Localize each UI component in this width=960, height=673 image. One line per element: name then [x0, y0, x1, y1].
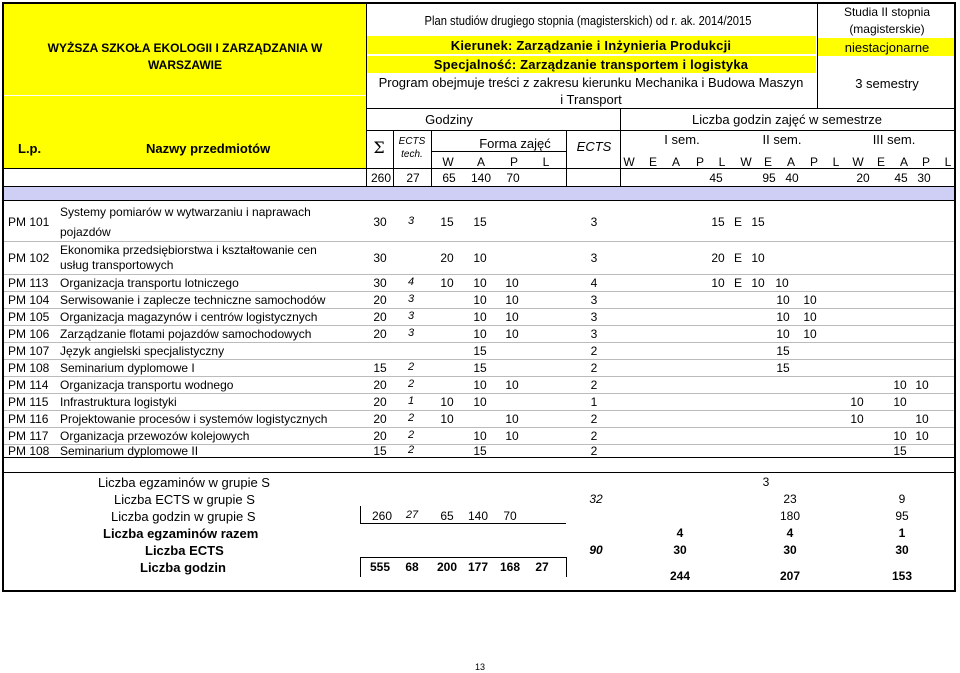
cell-sum: 20	[373, 378, 387, 392]
total-s3-W: 20	[856, 171, 870, 185]
cell-s3P: 10	[893, 378, 907, 392]
semester-form-label: W	[740, 155, 752, 169]
semester-form-label: L	[944, 155, 952, 169]
total-s2-A: 40	[785, 171, 799, 185]
lp-header: L.p.	[18, 141, 42, 156]
cell-ects: 2	[590, 344, 598, 358]
grid-line	[360, 557, 566, 558]
cell-sum: 20	[373, 412, 387, 426]
cell-ects: 2	[590, 378, 598, 392]
subject-code: PM 108	[8, 361, 50, 375]
summary-hours-total-A: 177	[467, 560, 489, 574]
grid-line	[431, 130, 432, 186]
grid-line	[366, 108, 954, 109]
semester-form-label: W	[623, 155, 635, 169]
total-s2-W: 95	[762, 171, 776, 185]
cell-A: 15	[473, 344, 487, 358]
cell-ects: 3	[590, 251, 598, 265]
ects-header: ECTS	[576, 139, 612, 154]
cell-P: 10	[505, 378, 519, 392]
semester-form-label: P	[695, 155, 704, 169]
summary-hours-s-sum: 260	[371, 509, 393, 523]
cell-W: 10	[440, 276, 454, 290]
cell-s2A: 10	[776, 327, 790, 341]
grid-line	[620, 108, 621, 186]
ects-tech-header-2: tech.	[401, 149, 423, 160]
row-divider	[4, 393, 954, 394]
cell-s2P: 10	[803, 327, 817, 341]
subject-name: Organizacja magazynów i centrów logistycznych	[60, 310, 318, 324]
row-divider	[4, 359, 954, 360]
cell-s1E: E	[733, 251, 742, 265]
semesters-count: 3 semestry	[855, 76, 919, 91]
specjalnosc-label: Specjalność: Zarządzanie transportem i logistyka	[433, 57, 749, 72]
total-A: 140	[470, 171, 492, 185]
summary-exams-total-s3: 1	[898, 526, 906, 540]
summary-hours-total-s1: 244	[669, 569, 691, 583]
cell-s1W: 10	[711, 276, 725, 290]
sem1-header: I sem.	[664, 132, 700, 147]
subject-name: Język angielski specjalistyczny	[60, 344, 225, 358]
summary-ects-total-label: Liczba ECTS	[145, 543, 224, 558]
cell-ects: 3	[590, 293, 598, 307]
subject-name: Seminarium dyplomowe II	[60, 444, 199, 458]
row-divider	[4, 376, 954, 377]
cell-A: 10	[473, 293, 487, 307]
cell-A: 10	[473, 378, 487, 392]
cell-ects: 3	[590, 327, 598, 341]
total-s3-L: 30	[917, 171, 931, 185]
plan-title: Plan studiów drugiego stopnia (magisterskich) od r. ak. 2014/2015	[424, 13, 752, 28]
summary-ects-total-s3: 30	[895, 543, 909, 557]
cell-tech: 4	[407, 276, 415, 288]
cell-s2A: 15	[776, 344, 790, 358]
summary-hours-total-s2: 207	[779, 569, 801, 583]
summary-ects-total-s1: 30	[673, 543, 687, 557]
cell-P: 10	[505, 327, 519, 341]
studia-line1: Studia II stopnia	[843, 5, 931, 19]
cell-ects: 2	[590, 429, 598, 443]
subject-name-cont: pojazdów	[60, 225, 111, 239]
summary-hours-s-tech: 27	[405, 509, 419, 521]
subject-name: Organizacja transportu lotniczego	[60, 276, 239, 290]
cell-s3W: 10	[850, 412, 864, 426]
semester-form-label: P	[921, 155, 930, 169]
cell-P: 10	[505, 429, 519, 443]
cell-tech: 3	[407, 293, 415, 305]
summary-ects-total-s2: 30	[783, 543, 797, 557]
cell-sum: 30	[373, 276, 387, 290]
total-W: 65	[442, 171, 456, 185]
summary-hours-s-P: 70	[503, 509, 517, 523]
summary-hours-s-s3: 95	[895, 509, 909, 523]
cell-ects: 2	[590, 444, 598, 458]
row-divider	[4, 427, 954, 428]
semester-form-label: E	[763, 155, 772, 169]
cell-s2P: 10	[803, 310, 817, 324]
program-line2: i Transport	[560, 92, 622, 107]
subject-code: PM 104	[8, 293, 50, 307]
row-divider	[4, 308, 954, 309]
subject-name: Zarządzanie flotami pojazdów samochodowych	[60, 327, 312, 341]
grid-line	[360, 557, 361, 577]
cell-tech: 3	[407, 215, 415, 227]
summary-hours-s-A: 140	[467, 509, 489, 523]
cell-P: 10	[505, 310, 519, 324]
subject-code: PM 106	[8, 327, 50, 341]
cell-A: 10	[473, 395, 487, 409]
cell-ects: 2	[590, 412, 598, 426]
study-mode: niestacjonarne	[844, 40, 930, 55]
cell-sum: 15	[373, 361, 387, 375]
cell-s1W: 20	[711, 251, 725, 265]
grid-line	[4, 168, 954, 169]
form-A: A	[476, 155, 485, 169]
summary-exams-total-s1: 4	[676, 526, 684, 540]
grid-line	[4, 457, 954, 458]
studia-line2: (magisterskie)	[849, 22, 925, 36]
cell-tech: 3	[407, 327, 415, 339]
subject-code: PM 117	[8, 429, 49, 443]
subject-name: Seminarium dyplomowe I	[60, 361, 195, 375]
school-name-line2: WARSZAWIE	[148, 58, 222, 72]
summary-exams-total-s2: 4	[786, 526, 794, 540]
cell-sum: 20	[373, 293, 387, 307]
summary-exams-s-label: Liczba egzaminów w grupie S	[98, 475, 270, 490]
summary-hours-s-label: Liczba godzin w grupie S	[111, 509, 256, 524]
cell-tech: 2	[407, 412, 415, 424]
cell-sum: 20	[373, 429, 387, 443]
cell-W: 10	[440, 395, 454, 409]
cell-ects: 1	[590, 395, 598, 409]
row-divider	[4, 291, 954, 292]
semester-form-label: A	[899, 155, 908, 169]
row-divider	[4, 325, 954, 326]
grid-line	[431, 151, 566, 152]
semester-form-label: E	[876, 155, 885, 169]
cell-s1E: E	[733, 276, 742, 290]
grid-line	[366, 130, 954, 131]
total-sigma: 260	[370, 171, 392, 185]
row-divider	[4, 342, 954, 343]
cell-tech: 2	[407, 429, 415, 441]
grid-line	[366, 4, 367, 186]
cell-ects: 2	[590, 361, 598, 375]
total-ects-tech: 27	[406, 171, 420, 185]
cell-s3P: 10	[893, 395, 907, 409]
total-s1-W: 45	[709, 171, 723, 185]
program-line1: Program obejmuje treści z zakresu kierunku Mechanika i Budowa Maszyn	[378, 75, 804, 90]
grid-line	[4, 472, 954, 473]
semester-form-label: W	[852, 155, 864, 169]
cell-s3P: 15	[893, 444, 907, 458]
summary-hours-total-L: 27	[535, 560, 549, 574]
summary-ects-total: 90	[589, 543, 603, 557]
forma-header: Forma zajęć	[479, 136, 551, 151]
summary-hours-s-s2: 180	[779, 509, 801, 523]
grid-line	[360, 506, 361, 523]
semester-form-label: L	[718, 155, 726, 169]
cell-P: 10	[505, 293, 519, 307]
cell-sum: 30	[373, 251, 387, 265]
subject-code: PM 102	[8, 251, 50, 265]
lp-header-band	[4, 96, 366, 168]
cell-s2P: 10	[803, 293, 817, 307]
subject-code: PM 107	[8, 344, 50, 358]
summary-exams-total-label: Liczba egzaminów razem	[103, 526, 259, 541]
cell-tech: 2	[407, 444, 415, 456]
cell-ects: 3	[590, 310, 598, 324]
cell-P: 10	[505, 276, 519, 290]
cell-s2A: 10	[776, 293, 790, 307]
cell-sum: 15	[373, 444, 387, 458]
cell-s1A: 10	[751, 276, 765, 290]
summary-hours-total-P: 168	[499, 560, 521, 574]
cell-tech: 2	[407, 361, 415, 373]
summary-hours-total-W: 200	[436, 560, 458, 574]
summary-ects-s-s3: 9	[898, 492, 906, 506]
subject-name: Serwisowanie i zaplecze techniczne samochodów	[60, 293, 326, 307]
subject-name: Organizacja przewozów kolejowych	[60, 429, 250, 443]
cell-tech: 3	[407, 310, 415, 322]
subject-name: Ekonomika przedsiębiorstwa i kształtowanie cen	[60, 243, 317, 257]
summary-ects-s-label: Liczba ECTS w grupie S	[114, 492, 255, 507]
sem2-header: II sem.	[762, 132, 802, 147]
header-band	[4, 186, 954, 200]
summary-ects-s-s2: 23	[783, 492, 797, 506]
grid-line	[4, 186, 954, 187]
cell-s3L: 10	[915, 429, 929, 443]
cell-sum: 20	[373, 327, 387, 341]
semester-form-label: A	[786, 155, 795, 169]
subject-name: Systemy pomiarów w wytwarzaniu i naprawach	[60, 205, 311, 219]
sem3-header: III sem.	[872, 132, 916, 147]
semester-form-label: P	[809, 155, 818, 169]
page-number: 13	[474, 662, 485, 672]
subject-code: PM 108	[8, 444, 50, 458]
grid-line	[566, 130, 567, 186]
cell-s1P: 10	[775, 276, 789, 290]
godziny-header: Godziny	[425, 112, 473, 127]
subject-name: Organizacja transportu wodnego	[60, 378, 234, 392]
row-divider	[4, 241, 954, 242]
grid-line	[360, 523, 566, 524]
cell-P: 10	[505, 412, 519, 426]
kierunek-label: Kierunek: Zarządzanie i Inżynieria Produkcji	[450, 38, 732, 53]
subject-name: Infrastruktura logistyki	[60, 395, 177, 409]
grid-line	[566, 557, 567, 577]
cell-A: 15	[473, 215, 487, 229]
summary-hours-total-label: Liczba godzin	[140, 560, 226, 575]
nazwy-header: Nazwy przedmiotów	[146, 141, 271, 156]
semester-form-label: L	[832, 155, 840, 169]
grid-line	[4, 200, 954, 201]
cell-A: 15	[473, 444, 487, 458]
cell-s1W: 15	[711, 215, 725, 229]
semester-form-label: A	[671, 155, 680, 169]
cell-W: 10	[440, 412, 454, 426]
school-name-line1: WYŻSZA SZKOŁA EKOLOGII I ZARZĄDZANIA W	[47, 41, 323, 55]
summary-hours-total-sum: 555	[369, 560, 391, 574]
subject-code: PM 114	[8, 378, 49, 392]
cell-ects: 4	[590, 276, 598, 290]
row-divider	[4, 410, 954, 411]
cell-A: 10	[473, 327, 487, 341]
cell-W: 20	[440, 251, 454, 265]
form-P: P	[509, 155, 518, 169]
cell-s1A: 15	[751, 215, 765, 229]
cell-sum: 30	[373, 215, 387, 229]
cell-s3P: 10	[893, 429, 907, 443]
cell-s3L: 10	[915, 378, 929, 392]
sigma-header: Σ	[373, 138, 385, 157]
grid-line	[817, 4, 818, 108]
summary-exams-s-s1: 3	[762, 475, 770, 489]
total-P: 70	[506, 171, 520, 185]
cell-s3L: 10	[915, 412, 929, 426]
cell-W: 15	[440, 215, 454, 229]
total-s3-P: 45	[894, 171, 908, 185]
cell-ects: 3	[590, 215, 598, 229]
cell-sum: 20	[373, 395, 387, 409]
summary-hours-total-tech: 68	[405, 560, 419, 574]
cell-tech: 1	[407, 395, 415, 407]
ects-tech-header-1: ECTS	[398, 136, 426, 147]
subject-code: PM 115	[8, 395, 49, 409]
subject-code: PM 101	[8, 215, 50, 229]
cell-s3W: 10	[850, 395, 864, 409]
cell-s2A: 10	[776, 310, 790, 324]
cell-A: 10	[473, 429, 487, 443]
row-divider	[4, 274, 954, 275]
subject-code: PM 116	[8, 412, 49, 426]
cell-A: 10	[473, 276, 487, 290]
cell-A: 10	[473, 310, 487, 324]
cell-A: 15	[473, 361, 487, 375]
summary-hours-total-s3: 153	[891, 569, 913, 583]
summary-ects-s-total: 32	[589, 492, 603, 506]
subject-code: PM 113	[8, 276, 49, 290]
summary-hours-s-W: 65	[440, 509, 454, 523]
subject-name-cont: usług transportowych	[60, 258, 174, 272]
cell-A: 10	[473, 251, 487, 265]
form-W: W	[442, 155, 454, 169]
cell-tech: 2	[407, 378, 415, 390]
liczba-godzin-header: Liczba godzin zajęć w semestrze	[691, 112, 883, 127]
cell-s2A: 15	[776, 361, 790, 375]
subject-name: Projektowanie procesów i systemów logistycznych	[60, 412, 328, 426]
subject-code: PM 105	[8, 310, 50, 324]
cell-sum: 20	[373, 310, 387, 324]
cell-s1E: E	[733, 215, 742, 229]
cell-s1A: 10	[751, 251, 765, 265]
form-L: L	[542, 155, 550, 169]
semester-form-label: E	[648, 155, 657, 169]
